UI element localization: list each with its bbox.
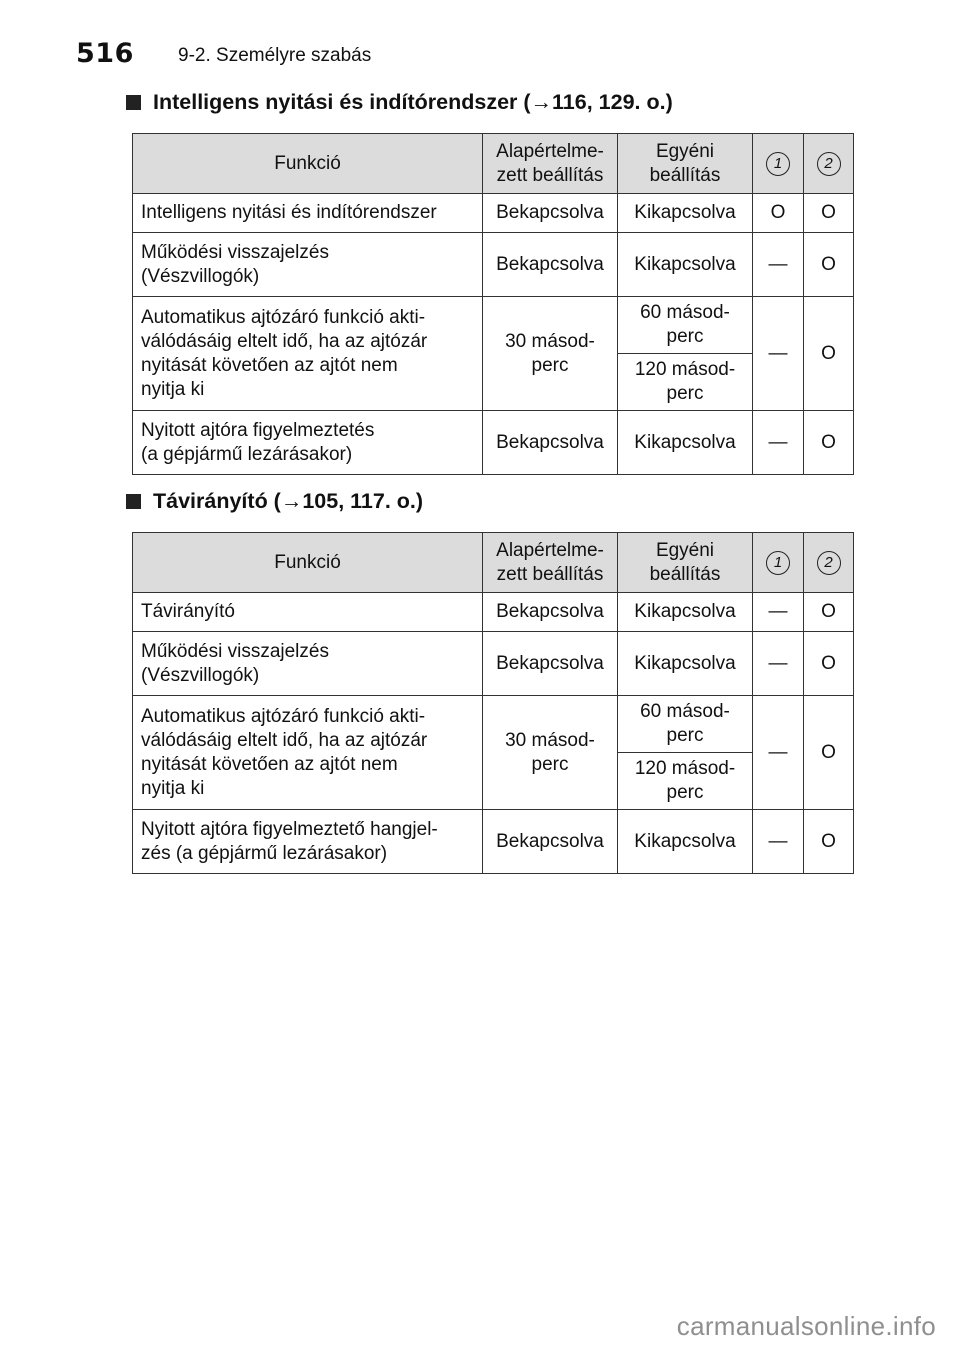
- cell-method-1: —: [753, 593, 804, 632]
- cell-method-2: O: [804, 297, 854, 411]
- col-header-default: Alapértelme- zett beállítás: [483, 134, 618, 194]
- cell-method-1: —: [753, 411, 804, 475]
- section-title-text: Távirányító (→105, 117. o.): [153, 489, 424, 513]
- circled-number-1-icon: 1: [766, 152, 790, 176]
- table-row: [133, 411, 854, 475]
- cell-custom: Kikapcsolva: [618, 194, 753, 233]
- cell-custom: Kikapcsolva: [618, 233, 753, 297]
- circled-number-2-icon: 2: [817, 152, 841, 176]
- cell-method-1: —: [753, 696, 804, 810]
- cell-function: Működési visszajelzés (Vészvillogók): [133, 233, 483, 297]
- page-header: [0, 0, 960, 80]
- square-bullet-icon: [126, 95, 141, 110]
- cell-function: Működési visszajelzés (Vészvillogók): [133, 632, 483, 696]
- page-number: 516: [76, 38, 134, 69]
- circled-number-1-icon: 1: [766, 551, 790, 575]
- chapter-title: 9-2. Személyre szabás: [178, 45, 372, 66]
- table-row: [133, 696, 854, 753]
- settings-table-smart-entry: [132, 133, 854, 475]
- cell-default: Bekapcsolva: [483, 632, 618, 696]
- cell-method-2: O: [804, 233, 854, 297]
- cell-function: Automatikus ajtózáró funkció akti- válódásáig eltelt idő, ha az ajtózár nyitását követően az ajtót nem nyitja ki: [133, 297, 483, 411]
- cell-method-1: O: [753, 194, 804, 233]
- col-header-method-1: [753, 533, 804, 593]
- table-row: [133, 194, 854, 233]
- table-row: [133, 810, 854, 874]
- table-row: [133, 593, 854, 632]
- table-header-row: [133, 533, 854, 593]
- cell-method-2: O: [804, 810, 854, 874]
- cell-method-1: —: [753, 233, 804, 297]
- cell-method-2: O: [804, 411, 854, 475]
- cell-default: Bekapcsolva: [483, 233, 618, 297]
- cell-function: Nyitott ajtóra figyelmeztető hangjel- zés (a gépjármű lezárásakor): [133, 810, 483, 874]
- cell-default: 30 másod- perc: [483, 297, 618, 411]
- cell-default: Bekapcsolva: [483, 810, 618, 874]
- cell-method-1: —: [753, 297, 804, 411]
- table-row: [133, 632, 854, 696]
- cell-custom-option: 120 másod- perc: [618, 753, 753, 810]
- col-header-method-2: [804, 533, 854, 593]
- table-row: [133, 297, 854, 354]
- circled-number-2-icon: 2: [817, 551, 841, 575]
- watermark: carmanualsonline.info: [676, 1311, 936, 1341]
- square-bullet-icon: [126, 494, 141, 509]
- cell-custom: Kikapcsolva: [618, 632, 753, 696]
- cell-method-1: —: [753, 632, 804, 696]
- col-header-function: Funkció: [133, 134, 483, 194]
- cell-method-1: —: [753, 810, 804, 874]
- cell-custom-option: 120 másod- perc: [618, 354, 753, 411]
- cell-custom-option: 60 másod- perc: [618, 696, 753, 753]
- table-header-row: [133, 134, 854, 194]
- cell-method-2: O: [804, 632, 854, 696]
- section-title-text: Intelligens nyitási és indítórendszer (→116, 129. o.): [153, 90, 673, 114]
- cell-default: Bekapcsolva: [483, 593, 618, 632]
- cell-custom-option: 60 másod- perc: [618, 297, 753, 354]
- col-header-method-1: [753, 134, 804, 194]
- cell-default: 30 másod- perc: [483, 696, 618, 810]
- settings-table-remote: [132, 532, 854, 874]
- cell-default: Bekapcsolva: [483, 411, 618, 475]
- cell-function: Távirányító: [133, 593, 483, 632]
- section-title-smart-entry: [126, 90, 673, 115]
- cell-custom: Kikapcsolva: [618, 593, 753, 632]
- cell-method-2: O: [804, 696, 854, 810]
- col-header-method-2: [804, 134, 854, 194]
- cell-method-2: O: [804, 194, 854, 233]
- cell-function: Nyitott ajtóra figyelmeztetés (a gépjármű lezárásakor): [133, 411, 483, 475]
- table-row: [133, 233, 854, 297]
- cell-function: Automatikus ajtózáró funkció akti- válódásáig eltelt idő, ha az ajtózár nyitását követően az ajtót nem nyitja ki: [133, 696, 483, 810]
- col-header-default: Alapértelme- zett beállítás: [483, 533, 618, 593]
- section-title-remote: [126, 489, 423, 514]
- cell-custom: Kikapcsolva: [618, 810, 753, 874]
- col-header-custom: Egyéni beállítás: [618, 533, 753, 593]
- cell-method-2: O: [804, 593, 854, 632]
- cell-default: Bekapcsolva: [483, 194, 618, 233]
- col-header-function: Funkció: [133, 533, 483, 593]
- col-header-custom: Egyéni beállítás: [618, 134, 753, 194]
- cell-function: Intelligens nyitási és indítórendszer: [133, 194, 483, 233]
- cell-custom: Kikapcsolva: [618, 411, 753, 475]
